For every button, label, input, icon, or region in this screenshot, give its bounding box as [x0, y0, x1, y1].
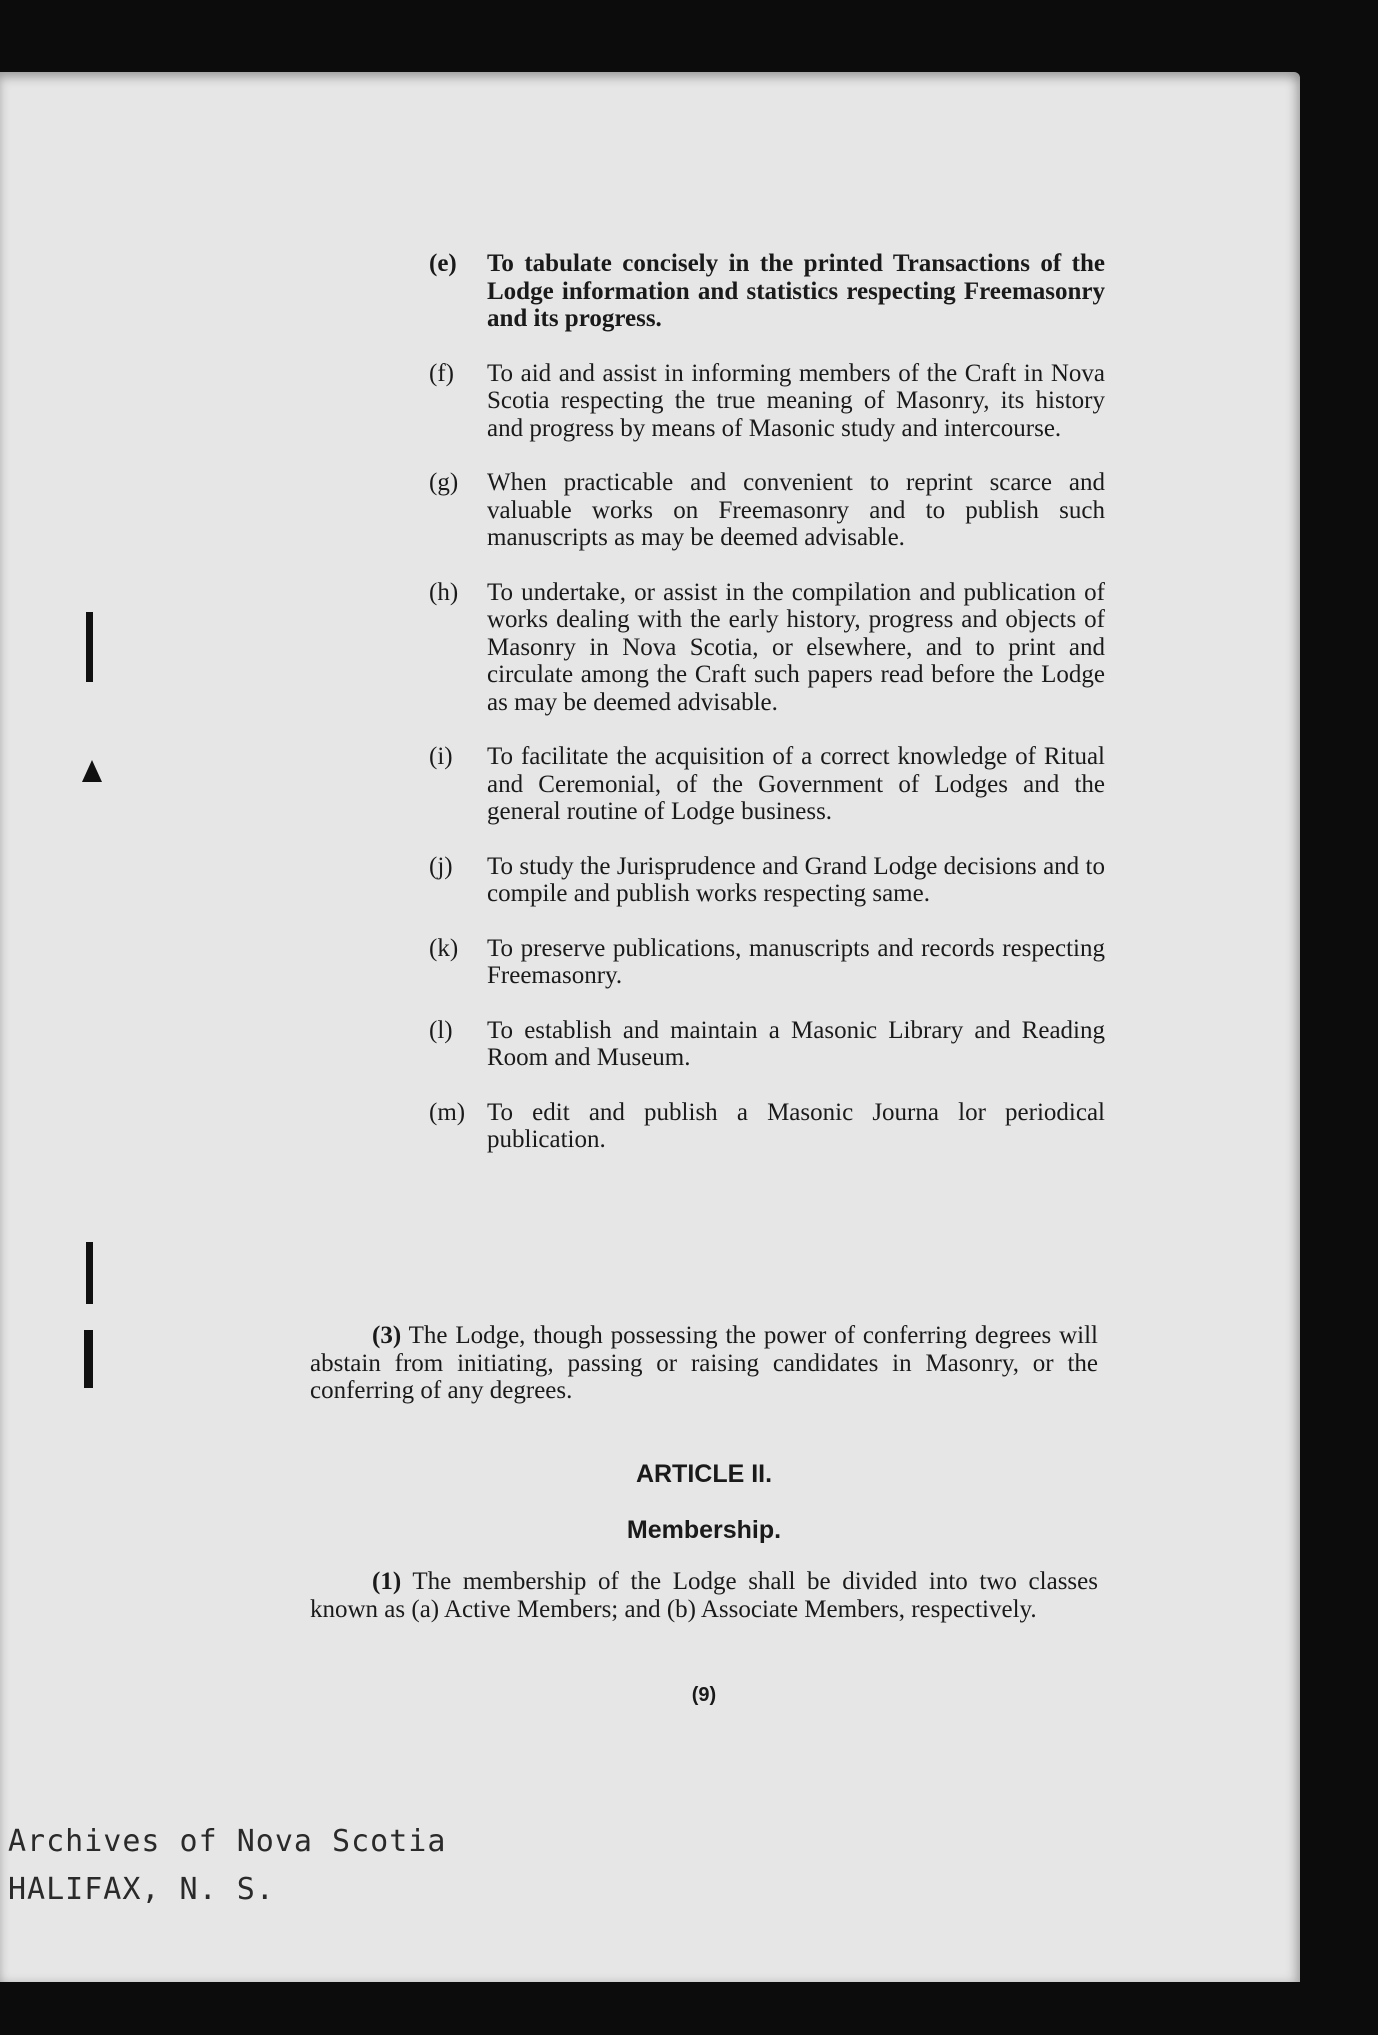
list-marker: (i): [429, 743, 453, 770]
list-item-text: To facilitate the acquisition of a correct knowledge of Ritual and Ceremonial, of the Government of Lodges and the general routine of Lodge business.: [487, 743, 1105, 825]
article-title: ARTICLE II.: [635, 1460, 773, 1488]
list-item-l: [425, 1017, 1105, 1072]
list-marker: (e): [429, 250, 457, 277]
list-item-text: To establish and maintain a Masonic Library and Reading Room and Museum.: [487, 1016, 1105, 1071]
objects-list: [425, 250, 1105, 1181]
list-item-text: When practicable and convenient to reprint scarce and valuable works on Freemasonry and to publish such manuscripts as may be deemed advisable.: [487, 469, 1105, 551]
list-item-i: [425, 743, 1105, 826]
margin-mark: [84, 1330, 93, 1388]
paragraph-text: The Lodge, though possessing the power of conferring degrees will abstain from initiating, passing or raising candidates in Masonry, or the conferring of any degrees.: [310, 1322, 1098, 1404]
list-item-text: To edit and publish a Masonic Journa lor periodical publication.: [487, 1098, 1105, 1153]
list-item-h: [425, 579, 1105, 717]
article-subtitle: Membership.: [626, 1516, 782, 1544]
list-marker: (k): [429, 934, 459, 962]
margin-mark: [86, 612, 93, 682]
list-marker: (j): [429, 852, 453, 880]
paragraph-text: The membership of the Lodge shall be divided into two classes known as (a) Active Members; and (b) Associate Members, respectively.: [310, 1568, 1098, 1623]
list-item-f: [425, 360, 1105, 443]
list-item-text: To aid and assist in informing members of the Craft in Nova Scotia respecting the true meaning of Masonry, its history and progress by means of Masonic study and intercourse.: [487, 359, 1105, 442]
list-item-j: [425, 853, 1105, 908]
list-item-text: To undertake, or assist in the compilation and publication of works dealing with the early history, progress and objects of Masonry in Nova Scotia, or elsewhere, and to print and circulate among the Craft such papers read before the Lodge as may be deemed advisable.: [487, 578, 1105, 716]
list-marker: (g): [429, 469, 459, 496]
list-item-text: To preserve publications, manuscripts and records respecting Freemasonry.: [487, 934, 1105, 989]
page-number: (9): [691, 1684, 717, 1706]
paragraph-3: [310, 1322, 1098, 1405]
list-item-m: [425, 1099, 1105, 1154]
archive-stamp-line2: HALIFAX, N. S.: [8, 1872, 275, 1907]
list-item-g: [425, 469, 1105, 552]
list-marker: (m): [429, 1098, 466, 1126]
paragraph-1: [310, 1568, 1098, 1623]
list-item-e: [425, 250, 1105, 333]
paragraph-number: (3): [372, 1322, 402, 1349]
archive-stamp-line1: Archives of Nova Scotia: [8, 1824, 447, 1859]
list-marker: (h): [429, 578, 459, 606]
list-item-text: To tabulate concisely in the printed Transactions of the Lodge information and statistics respecting Freemasonry and its progress.: [487, 250, 1105, 332]
list-item-text: To study the Jurisprudence and Grand Lodge decisions and to compile and publish works respecting same.: [487, 852, 1105, 907]
list-marker: (l): [429, 1016, 453, 1044]
list-marker: (f): [429, 359, 454, 387]
margin-mark: [86, 1242, 93, 1304]
margin-mark: [82, 760, 102, 782]
document-page: [0, 72, 1300, 1982]
list-item-k: [425, 935, 1105, 990]
paragraph-number: (1): [372, 1568, 402, 1595]
